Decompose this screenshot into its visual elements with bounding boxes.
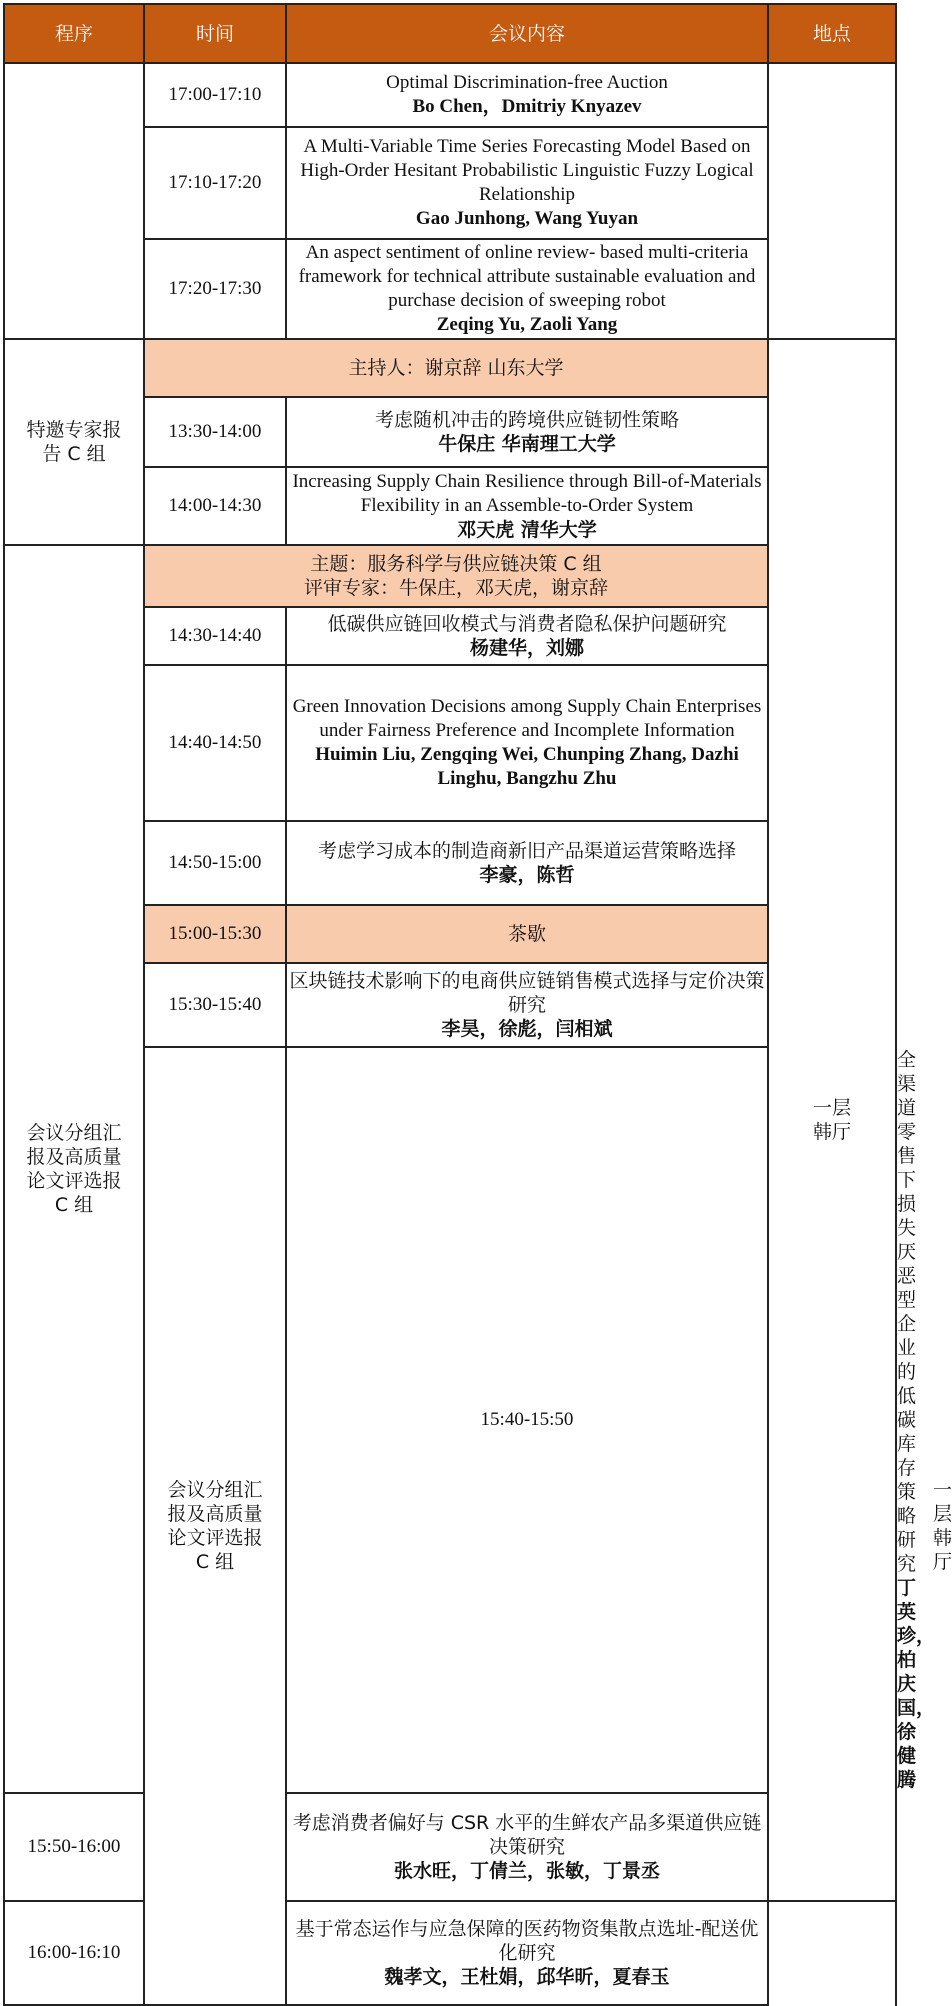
- time-cell: 13:30-14:00: [144, 397, 286, 467]
- talk-title: An aspect sentiment of online review- based multi-criteria framework for technical attribute sustainable evaluation and purchase decision of sweeping robot: [298, 242, 756, 311]
- header-program: 程序: [4, 4, 144, 63]
- content-cell: [286, 607, 768, 665]
- header-location: 地点: [768, 4, 896, 63]
- time-cell: 14:50-15:00: [144, 821, 286, 905]
- break-label: 茶歇: [286, 905, 768, 963]
- location-cell-empty: [768, 63, 896, 339]
- talk-authors: Zeqing Yu, Zaoli Yang: [436, 314, 618, 335]
- talk-title: Green Innovation Decisions among Supply Chain Enterprises under Fairness Preference and Incomplete Information: [292, 696, 762, 741]
- talk-title: Optimal Discrimination-free Auction: [386, 72, 668, 93]
- talk-authors: Huimin Liu, Zengqing Wei, Chunping Zhang, Dazhi Linghu, Bangzhu Zhu: [315, 744, 739, 789]
- talk-authors: 李昊，徐彪，闫相斌: [441, 1018, 613, 1040]
- table-row: [4, 1901, 896, 2005]
- host-band: 主持人：谢京辞 山东大学: [144, 339, 768, 397]
- header-content: 会议内容: [286, 4, 768, 63]
- time-cell: 15:40-15:50: [286, 1047, 768, 1793]
- time-cell: 14:40-14:50: [144, 665, 286, 821]
- content-cell: [286, 397, 768, 467]
- table-row: [4, 1793, 896, 1901]
- talk-authors: Bo Chen，Dmitriy Knyazev: [412, 96, 642, 117]
- content-cell: [286, 1793, 768, 1901]
- host-row: [4, 339, 896, 397]
- section-group-c-1: 会议分组汇报及高质量论文评选报 C 组: [4, 545, 144, 1793]
- talk-title: 考虑学习成本的制造商新旧产品渠道运营策略选择: [317, 840, 736, 862]
- header-time: 时间: [144, 4, 286, 63]
- talk-title: Increasing Supply Chain Resilience through Bill-of-Materials Flexibility in an Assemble-to-Order System: [292, 471, 762, 516]
- theme-row: [4, 545, 896, 607]
- time-cell: 17:10-17:20: [144, 127, 286, 239]
- talk-title: A Multi-Variable Time Series Forecasting Model Based on High-Order Hesitant Probabilistic Linguistic Fuzzy Logical Relationship: [300, 136, 754, 205]
- header-row: [4, 4, 896, 63]
- content-cell: [286, 665, 768, 821]
- reviewers-label: 评审专家：牛保庄，邓天虎，谢京辞: [303, 577, 608, 599]
- talk-title: 考虑随机冲击的跨境供应链韧性策略: [374, 409, 679, 431]
- talk-title: 低碳供应链回收模式与消费者隐私保护问题研究: [327, 613, 727, 635]
- section-invited-experts: 特邀专家报告 C 组: [4, 339, 144, 545]
- talk-title: 考虑消费者偏好与 CSR 水平的生鲜农产品多渠道供应链决策研究: [292, 1812, 762, 1858]
- talk-title: 区块链技术影响下的电商供应链销售模式选择与定价决策研究: [289, 970, 765, 1016]
- talk-authors: 牛保庄 华南理工大学: [438, 433, 616, 455]
- table-row: 会议分组汇报及高质量论文评选报 C 组 15:40-15:50 全渠道零售下损失厌恶型企业的低碳库存策略研究 丁英珍，柏庆国，徐健腾 一层韩厅: [4, 1047, 896, 1793]
- talk-authors: 李豪，陈哲: [479, 864, 575, 886]
- content-cell: [286, 127, 768, 239]
- theme-label: 主题：服务科学与供应链决策 C 组: [310, 553, 602, 575]
- content-cell: [286, 239, 768, 339]
- content-cell: [286, 63, 768, 127]
- talk-authors: Gao Junhong, Wang Yuyan: [415, 208, 639, 229]
- content-cell: [286, 821, 768, 905]
- time-cell: 16:00-16:10: [4, 1901, 144, 2005]
- time-cell: 15:30-15:40: [144, 963, 286, 1047]
- program-cell-empty: [4, 63, 144, 339]
- talk-authors: 张水旺，丁倩兰，张敏，丁景丞: [393, 1860, 660, 1882]
- talk-authors: 魏孝文，王杜娟，邱华昕，夏春玉: [384, 1966, 670, 1988]
- time-cell: 17:00-17:10: [144, 63, 286, 127]
- talk-authors: 邓天虎 清华大学: [457, 519, 597, 541]
- theme-band: [144, 545, 768, 607]
- time-cell: 17:20-17:30: [144, 239, 286, 339]
- time-cell: 14:00-14:30: [144, 467, 286, 545]
- content-cell: [286, 467, 768, 545]
- schedule-table: [3, 3, 952, 2006]
- time-cell: 15:50-16:00: [4, 1793, 144, 1901]
- location-hall-1: 一层韩厅: [768, 339, 896, 1901]
- content-cell: [286, 963, 768, 1047]
- talk-authors: 杨建华，刘娜: [469, 637, 584, 659]
- talk-title: 基于常态运作与应急保障的医药物资集散点选址-配送优化研究: [295, 1918, 759, 1964]
- table-row: [4, 63, 896, 127]
- break-time: 15:00-15:30: [144, 905, 286, 963]
- section-group-c-2: 会议分组汇报及高质量论文评选报 C 组: [144, 1047, 286, 2005]
- content-cell: [286, 1901, 768, 2005]
- time-cell: 14:30-14:40: [144, 607, 286, 665]
